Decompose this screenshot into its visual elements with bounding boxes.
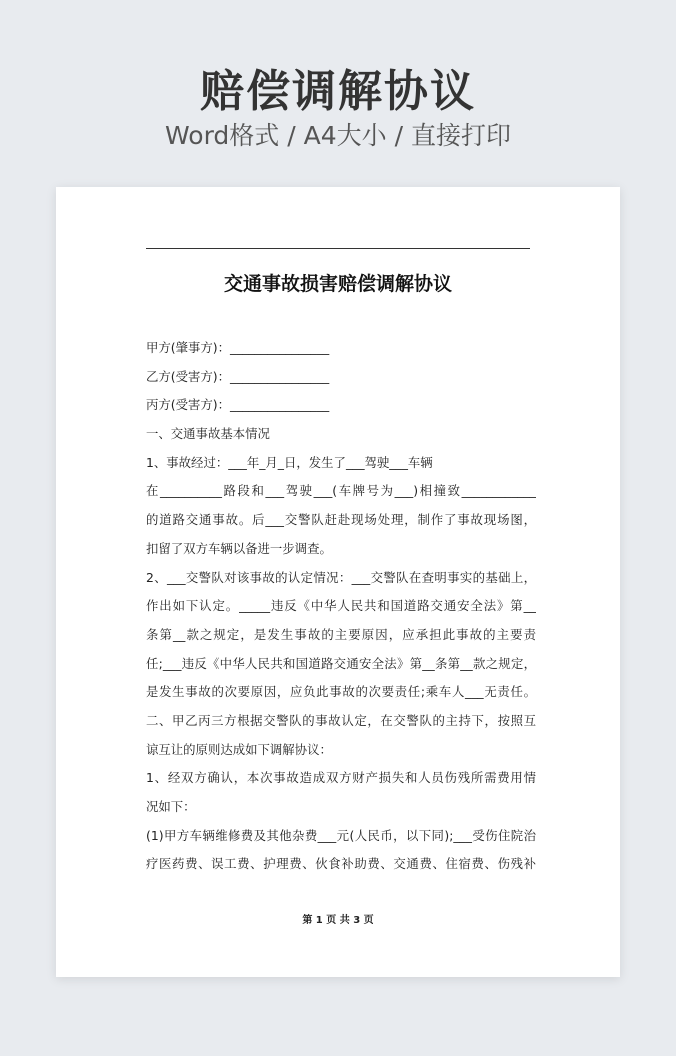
paragraph-line: (1)甲方车辆维修费及其他杂费___元(人民币，以下同);___受伤住院治 [146, 827, 536, 843]
party-c-line: 丙方(受害方)：________________ [146, 397, 330, 413]
document-title: 交通事故损害赔偿调解协议 [223, 273, 452, 295]
banner-subtitle: Word格式 / A4大小 / 直接打印 [165, 121, 511, 150]
party-b-line: 乙方(受害方)：________________ [146, 368, 330, 384]
document-page [56, 187, 620, 977]
paragraph-line: 在__________路段和___驾驶___(车牌号为___)相撞致____________ [146, 483, 536, 499]
header-rule [146, 248, 530, 249]
paragraph-line: 疗医药费、误工费、护理费、伙食补助费、交通费、住宿费、伤残补 [146, 856, 536, 872]
paragraph-line: 条第__款之规定，是发生事故的主要原因，应承担此事故的主要责 [146, 626, 536, 642]
paragraph-line: 作出如下认定。_____违反《中华人民共和国道路交通安全法》第__ [146, 598, 536, 614]
paragraph-line: 的道路交通事故。后___交警队赶赴现场处理，制作了事故现场图， [146, 512, 536, 528]
paragraph-line: 2、___交警队对该事故的认定情况：___交警队在查明事实的基础上， [146, 569, 536, 585]
banner-title: 赔偿调解协议 [200, 66, 476, 117]
party-a-line: 甲方(肇事方)：________________ [146, 340, 330, 355]
section-heading: 一、交通事故基本情况 [146, 426, 270, 442]
page-number: 第 1 页 共 3 页 [302, 915, 374, 926]
section-heading: 二、甲乙丙三方根据交警队的事故认定，在交警队的主持下，按照互 [146, 712, 536, 728]
paragraph-line: 谅互让的原则达成如下调解协议： [146, 741, 332, 757]
header-banner [0, 0, 676, 180]
paragraph-line: 任;___违反《中华人民共和国道路交通安全法》第__条第__款之规定， [146, 655, 536, 671]
paragraph-line: 1、经双方确认，本次事故造成双方财产损失和人员伤残所需费用情 [146, 770, 536, 786]
paragraph-line: 扣留了双方车辆以备进一步调查。 [146, 540, 332, 556]
paragraph-line: 是发生事故的次要原因，应负此事故的次要责任;乘车人___无责任。 [146, 684, 536, 700]
paragraph-line: 1、事故经过：___年_月_日，发生了___驾驶___车辆 [146, 454, 433, 470]
document-body [146, 334, 536, 879]
paragraph-line: 况如下： [146, 799, 196, 814]
